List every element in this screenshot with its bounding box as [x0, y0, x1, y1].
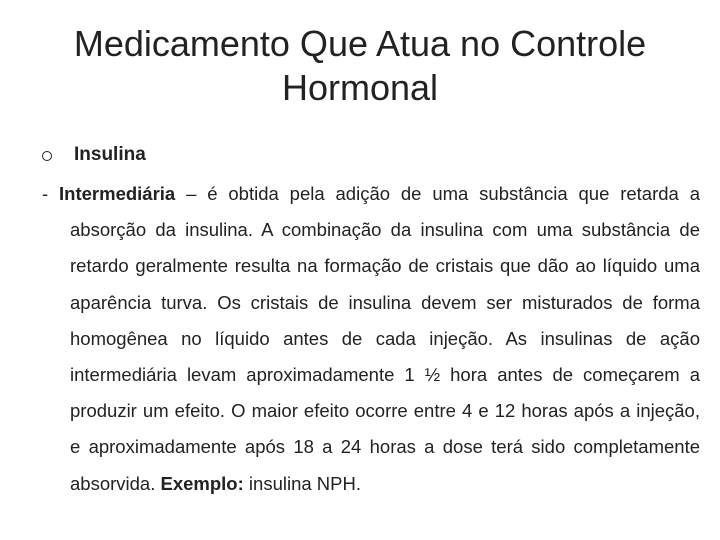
- term-intermediaria: Intermediária: [59, 183, 176, 204]
- bullet-item-insulina: [42, 144, 146, 166]
- description-text: – é obtida pela adição de uma substância que retarda a absorção da insulina. A combinação da insulina com uma substância de retardo geralmente resulta na formação de cristais que dão ao líquido uma aparência turva. Os cristais de insulina devem ser misturados de forma homogênea no líquido antes de cada injeção. As insulinas de ação intermediária levam aproximadamente 1 ½ hora antes de começarem a produzir um efeito. O maior efeito ocorre entre 4 e 12 horas após a injeção, e aproximadamente após 18 a 24 horas a dose terá sido completamente absorvida.: [70, 183, 700, 494]
- dash-prefix: -: [42, 183, 60, 204]
- hollow-circle-bullet-icon: [42, 151, 52, 161]
- bullet-label: Insulina: [74, 144, 146, 165]
- slide-title: Medicamento Que Atua no Controle Hormonal: [73, 23, 647, 108]
- example-value: insulina NPH.: [243, 472, 361, 494]
- description-paragraph: [42, 176, 700, 502]
- example-label: Exemplo:: [160, 472, 244, 494]
